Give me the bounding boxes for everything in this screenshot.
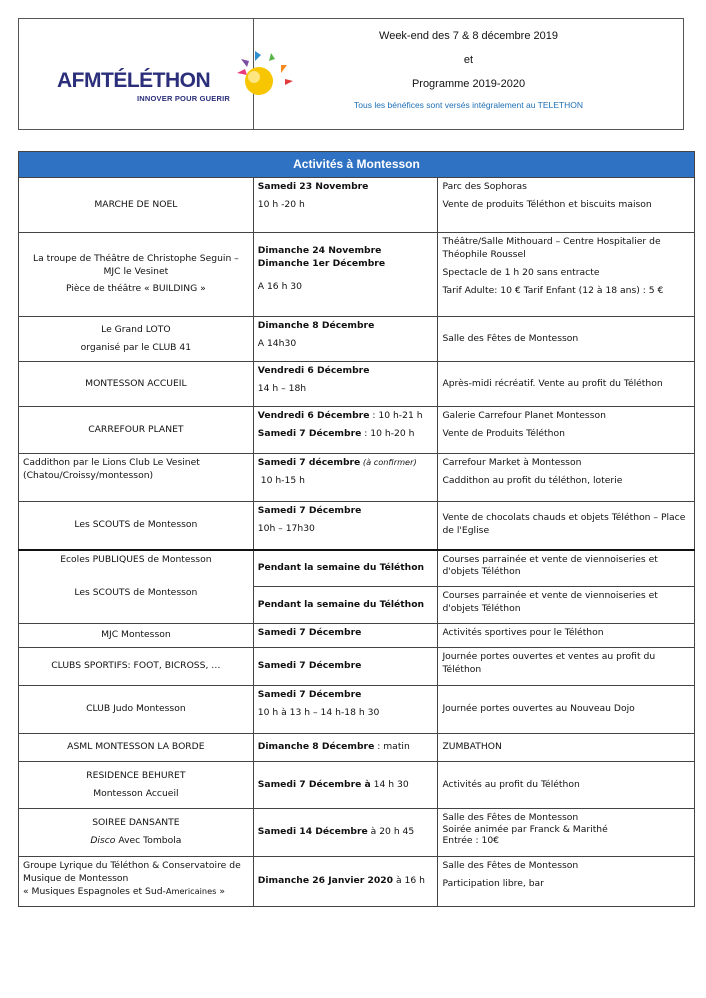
afm-telethon-logo-text: AFMTÉLÉTHON	[57, 69, 211, 92]
activity-cell	[19, 502, 254, 550]
time-line: 14 h 30	[370, 778, 409, 790]
activity-name: RESIDENCE BEHURET	[86, 769, 186, 781]
place-cell	[438, 809, 695, 857]
table-row	[19, 362, 695, 407]
activity-subtitle: organisé par le CLUB 41	[80, 341, 192, 353]
date-line: Dimanche 8 Décembre	[257, 320, 375, 331]
date-note: (à confirmer)	[360, 457, 417, 467]
detail-line: Vente de produits Téléthon et biscuits maison	[442, 198, 652, 210]
date-cell	[253, 362, 438, 407]
table-row	[19, 178, 695, 233]
activity-cell	[19, 857, 254, 907]
place-line: Après-midi récréatif. Vente au profit du Téléthon	[442, 377, 663, 389]
date-line: Samedi 7 Décembre	[257, 660, 362, 672]
place-cell	[438, 550, 695, 587]
place-line: Vente de chocolats chauds et objets Téléthon – Place de l'Eglise	[442, 512, 686, 537]
date-cell	[253, 233, 438, 317]
date-line: Samedi 7 Décembre	[257, 627, 362, 638]
date-cell	[253, 550, 438, 587]
programme-line: Programme 2019-2020	[411, 78, 526, 90]
place-cell	[438, 587, 695, 624]
date-line: Vendredi 6 Décembre	[257, 410, 370, 421]
activity-cell	[19, 734, 254, 762]
time-line: A 16 h 30	[257, 280, 303, 292]
place-line: Activités au profit du Téléthon	[442, 778, 580, 790]
time-line: A 14h30	[257, 337, 297, 349]
activity-name: MONTESSON ACCUEIL	[85, 377, 187, 389]
date-line: Dimanche 8 Décembre	[257, 741, 375, 753]
table-row	[19, 809, 695, 857]
activity-name: Groupe Lyrique du Téléthon & Conservatoire de Musique de Montesson	[23, 860, 241, 884]
activity-name: Ecoles PUBLIQUES de Montesson	[60, 553, 212, 565]
place-cell	[438, 857, 695, 907]
activity-name: Les SCOUTS de Montesson	[74, 587, 198, 599]
and-line: et	[463, 54, 474, 66]
date-line: Samedi 7 Décembre	[257, 505, 362, 516]
activity-subtitle: Montesson Accueil	[93, 787, 179, 799]
activity-cell	[19, 317, 254, 362]
place-line: Carrefour Market à Montesson	[442, 457, 582, 468]
activity-name: Caddithon par le Lions Club Le Vesinet (Chatou/Croissy/montesson)	[23, 457, 200, 481]
time-line: à 16 h	[393, 875, 425, 887]
date-cell	[253, 502, 438, 550]
date-line: Samedi 14 Décembre	[257, 826, 368, 838]
detail-line: Participation libre, bar	[442, 877, 544, 889]
price-line: Entrée : 10€	[442, 835, 500, 846]
place-cell	[438, 233, 695, 317]
date-cell	[253, 734, 438, 762]
place-line: Courses parrainée et vente de viennoiseries et d'objets Téléthon	[442, 553, 658, 578]
time-line: 10h – 17h30	[257, 522, 315, 534]
activity-subtitle: Americaines	[165, 885, 217, 896]
table-title: Activités à Montesson	[19, 152, 695, 178]
table-row	[19, 550, 695, 587]
detail-line: Soirée animée par Franck & Marithé	[442, 823, 608, 835]
activity-name: SOIREE DANSANTE	[92, 817, 180, 829]
place-line: Salle des Fêtes de Montesson	[442, 812, 579, 823]
activity-cell	[19, 550, 254, 624]
activity-name: Le Grand LOTO	[101, 323, 171, 335]
activity-name: ASML MONTESSON LA BORDE	[67, 741, 205, 753]
table-row	[19, 317, 695, 362]
detail-line: Spectacle de 1 h 20 sans entracte	[442, 266, 600, 278]
activity-name: CARREFOUR PLANET	[88, 423, 184, 435]
activity-cell	[19, 233, 254, 317]
date-line: Samedi 7 Décembre	[257, 689, 362, 700]
place-cell	[438, 362, 695, 407]
activity-cell	[19, 648, 254, 686]
place-cell	[438, 686, 695, 734]
activity-cell	[19, 178, 254, 233]
time-line: 10 h à 13 h – 14 h-18 h 30	[257, 706, 380, 718]
time-line: : 10 h-21 h	[369, 410, 423, 421]
header-box	[18, 18, 684, 130]
date-line: Pendant la semaine du Téléthon	[257, 598, 425, 610]
date-line: Samedi 7 Décembre	[257, 427, 362, 439]
date-line: Week-end des 7 & 8 décembre 2019	[379, 30, 558, 42]
activity-cell	[19, 624, 254, 648]
table-row	[19, 648, 695, 686]
place-line: Salle des Fêtes de Montesson	[442, 332, 579, 344]
place-cell	[438, 502, 695, 550]
table-row	[19, 502, 695, 550]
activity-name: Les SCOUTS de Montesson	[74, 518, 198, 530]
place-cell	[438, 454, 695, 502]
place-cell	[438, 762, 695, 809]
date-line: Dimanche 24 Novembre	[257, 245, 382, 256]
activity-cell	[19, 407, 254, 454]
activity-name: MARCHE DE NOEL	[94, 198, 178, 210]
price-line: Tarif Adulte: 10 € Tarif Enfant (12 à 18 ans) : 5 €	[442, 284, 664, 296]
time-line: 14 h – 18h	[257, 382, 307, 394]
activity-cell	[19, 686, 254, 734]
activity-cell	[19, 362, 254, 407]
logo-cell	[19, 19, 254, 129]
place-line: Théâtre/Salle Mithouard – Centre Hospitalier de Théophile Roussel	[442, 236, 661, 260]
place-line: Journée portes ouvertes et ventes au profit du Téléthon	[442, 651, 656, 675]
table-row	[19, 686, 695, 734]
table-row	[19, 233, 695, 317]
activities-table	[18, 151, 695, 907]
telethon-sun-icon	[237, 51, 297, 111]
place-line: Journée portes ouvertes au Nouveau Dojo	[442, 703, 635, 715]
time-line: : 10 h-20 h	[361, 427, 415, 439]
date-cell	[253, 686, 438, 734]
place-line: Activités sportives pour le Téléthon	[442, 627, 604, 638]
activity-cell	[19, 454, 254, 502]
activity-subtitle: « Musiques Espagnoles et Sud-	[23, 885, 166, 897]
time-line: : matin	[374, 741, 410, 753]
place-cell	[438, 317, 695, 362]
place-cell	[438, 178, 695, 233]
activity-name: MJC Montesson	[101, 629, 171, 641]
date-cell	[253, 407, 438, 454]
place-cell	[438, 624, 695, 648]
benefits-note: Tous les bénéfices sont versés intégralement au TELETHON	[354, 100, 583, 110]
table-banner-row	[19, 152, 695, 178]
info-cell	[254, 19, 683, 129]
date-line: Samedi 7 décembre	[257, 457, 361, 468]
detail-line: Caddithon au profit du téléthon, loterie	[442, 474, 623, 486]
place-cell	[438, 407, 695, 454]
logo-tagline: INNOVER POUR GUERIR	[137, 94, 230, 103]
table-row	[19, 734, 695, 762]
date-line: Samedi 7 Décembre à	[257, 778, 371, 790]
date-cell	[253, 857, 438, 907]
activity-cell	[19, 762, 254, 809]
date-line: Pendant la semaine du Téléthon	[257, 561, 425, 573]
time-line: 10 h -20 h	[257, 198, 305, 210]
date-cell	[253, 809, 438, 857]
table-row	[19, 624, 695, 648]
date-line: Dimanche 1er Décembre	[257, 257, 386, 269]
place-line: ZUMBATHON	[442, 741, 502, 753]
date-cell	[253, 624, 438, 648]
activity-name: La troupe de Théâtre de Christophe Seguin – MJC le Vesinet	[32, 252, 239, 277]
date-cell	[253, 317, 438, 362]
date-cell	[253, 762, 438, 809]
date-cell	[253, 178, 438, 233]
place-line: Salle des Fêtes de Montesson	[442, 860, 579, 871]
activity-subtitle: Avec Tombola	[115, 835, 182, 846]
detail-line: Vente de Produits Téléthon	[442, 427, 565, 439]
activity-subtitle: Pièce de théâtre « BUILDING »	[66, 283, 206, 295]
activity-cell	[19, 809, 254, 857]
time-line: à 20 h 45	[367, 826, 415, 838]
activity-name: CLUBS SPORTIFS: FOOT, BICROSS, …	[51, 660, 221, 672]
time-line: 10 h-15 h	[260, 474, 305, 486]
activity-subtitle: »	[216, 885, 225, 897]
date-cell	[253, 454, 438, 502]
place-line: Galerie Carrefour Planet Montesson	[442, 410, 606, 421]
place-cell	[438, 648, 695, 686]
place-line: Courses parrainée et vente de viennoiseries et d'objets Téléthon	[442, 590, 658, 614]
table-row	[19, 762, 695, 809]
table-row	[19, 454, 695, 502]
place-line: Parc des Sophoras	[442, 181, 527, 192]
activity-name: CLUB Judo Montesson	[86, 703, 186, 715]
table-row	[19, 857, 695, 907]
place-cell	[438, 734, 695, 762]
activity-subtitle: Disco	[90, 835, 116, 846]
date-line: Samedi 23 Novembre	[257, 181, 369, 192]
date-cell	[253, 648, 438, 686]
date-line: Vendredi 6 Décembre	[257, 365, 370, 376]
table-row	[19, 407, 695, 454]
date-cell	[253, 587, 438, 624]
date-line: Dimanche 26 Janvier 2020	[257, 875, 394, 887]
